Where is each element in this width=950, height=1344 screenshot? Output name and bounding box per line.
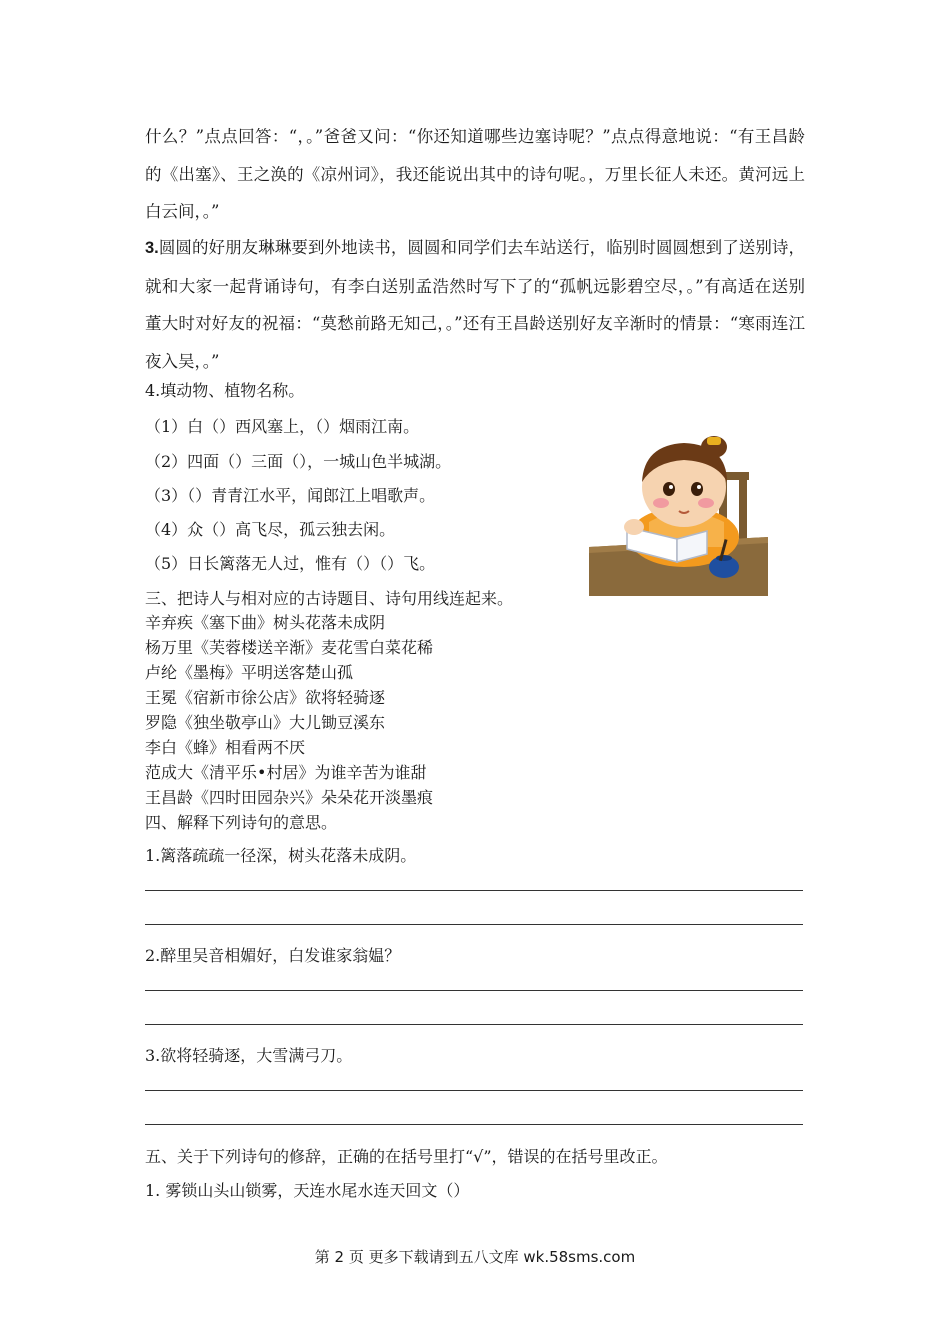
child-reading-illustration: [589, 427, 768, 596]
paragraph-farewell-poems: [145, 229, 805, 380]
explain-question-1: 1.篱落疏疏一径深，树头花落未成阴。: [145, 846, 417, 865]
matching-line-6: 李白《蜂》相看两不厌: [145, 738, 306, 757]
matching-line-7: 范成大《清平乐•村居》为谁辛苦为谁甜: [145, 763, 427, 782]
paragraph-text: 什么？”点点回答：“，。”爸爸又问：“你还知道哪些边塞诗呢？”点点得意地说：“有王昌龄的《出塞》、王之涣的《凉州词》，我还能说出其中的诗句呢。，万里长征人未还。黄河远上白云间，。”: [145, 127, 805, 221]
q4-item-5: （5）日长篱落无人过，惟有（）（）飞。: [145, 554, 436, 573]
section-3-title: 三、把诗人与相对应的古诗题目、诗句用线连起来。: [145, 589, 514, 608]
explain-question-3: 3.欲将轻骑逐，大雪满弓刀。: [145, 1046, 353, 1065]
explain-question-2: 2.醉里吴音相媚好，白发谁家翁媪？: [145, 946, 401, 965]
page-footer: 第 2 页 更多下载请到五八文库 wk.58sms.com: [314, 1248, 636, 1266]
paragraph-text: 圆圆的好朋友琳琳要到外地读书，圆圆和同学们去车站送行，临别时圆圆想到了送别诗，就和大家一起背诵诗句，有李白送别孟浩然时写下了的“孤帆远影碧空尽，。”有高适在送别董大时对好友的祝福：“莫愁前路无知己，。”还有王昌龄送别好友辛渐时的情景：“寒雨连江夜入吴，。”: [145, 238, 805, 371]
section-4-title: 四、解释下列诗句的意思。: [145, 813, 338, 832]
answer-line: [145, 924, 803, 925]
q4-item-3: （3）（）青青江水平，闻郎江上唱歌声。: [145, 486, 436, 505]
matching-line-3: 卢纶《墨梅》平明送客楚山孤: [145, 663, 354, 682]
section-5-title: 五、关于下列诗句的修辞，正确的在括号里打“√”，错误的在括号里改正。: [145, 1147, 668, 1166]
question-4-title: 4.填动物、植物名称。: [145, 381, 305, 400]
q4-item-1: （1）白（）西风塞上，（）烟雨江南。: [145, 417, 420, 436]
answer-line: [145, 1024, 803, 1025]
q4-item-4: （4）众（）高飞尽，孤云独去闲。: [145, 520, 396, 539]
matching-line-8: 王昌龄《四时田园杂兴》朵朵花开淡墨痕: [145, 788, 434, 807]
paragraph-border-poems: [145, 118, 805, 231]
matching-line-5: 罗隐《独坐敬亭山》大儿锄豆溪东: [145, 713, 386, 732]
q4-item-2: （2）四面（）三面（），一城山色半城湖。: [145, 452, 452, 471]
answer-line: [145, 890, 803, 891]
matching-line-2: 杨万里《芙蓉楼送辛渐》麦花雪白菜花稀: [145, 638, 434, 657]
question-number: 3.: [145, 239, 159, 257]
matching-line-4: 王冕《宿新市徐公店》欲将轻骑逐: [145, 688, 386, 707]
answer-line: [145, 1090, 803, 1091]
answer-line: [145, 1124, 803, 1125]
rhetoric-question-1: 1. 雾锁山头山锁雾，天连水尾水连天回文（）: [145, 1181, 470, 1200]
matching-line-1: 辛弃疾《塞下曲》树头花落未成阴: [145, 613, 386, 632]
answer-line: [145, 990, 803, 991]
